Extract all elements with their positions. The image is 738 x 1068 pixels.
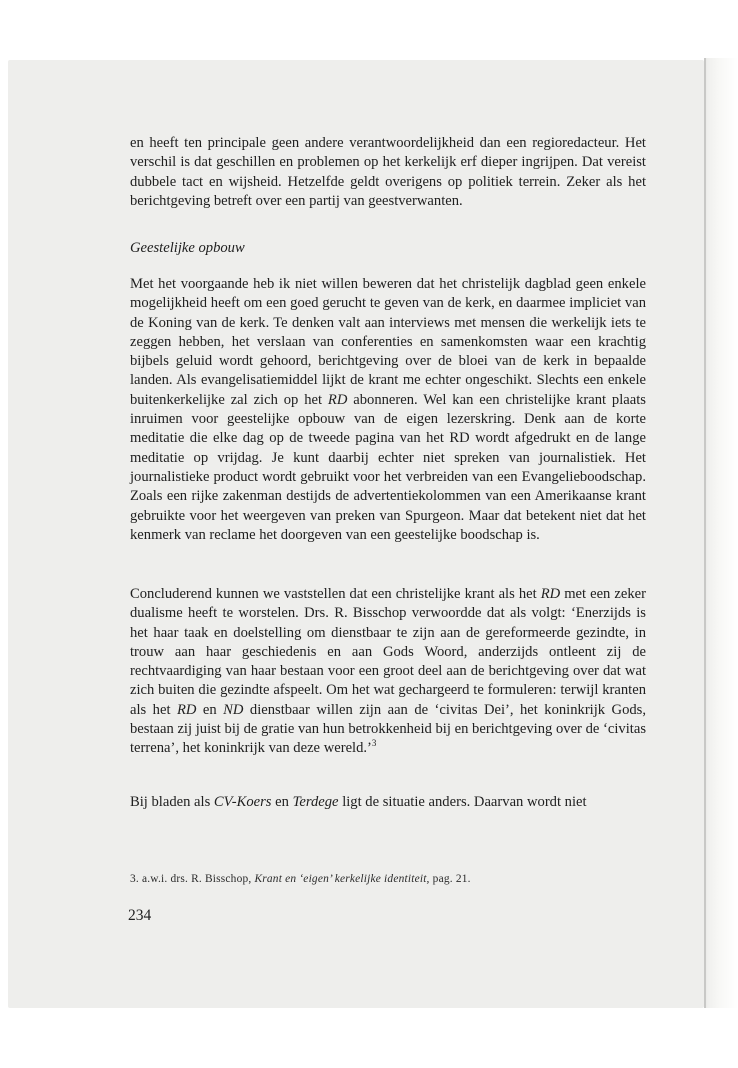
paragraph-4-part-2: en [275,794,289,810]
paragraph-4-text [130,793,646,812]
paragraph-3-part-2: met een zeker dualisme heeft te worstelen. Drs. R. Bisschop verwoordde dat als volgt: ‘Enerzijds is het haar taak en doelstelling om dienstbaar te zijn aan de gereformeerde gezindte, in trouw aan haar geschiedenis en aan Gods Woord, anderzijds ontleent zij de rechtvaardiging van haar bestaan voor een groot deel aan de berichtgeving over dat wat zich buiten die gezindte afspeelt. Om het wat gechargeerd te formuleren: terwijl kranten als het [130,586,646,718]
paragraph-3 [130,585,646,759]
footnote [130,873,471,885]
paragraph-4-part-1: Bij bladen als [130,794,211,810]
footnote-title: Krant en ‘eigen’ kerkelijke identiteit, [254,873,430,885]
page-edge [704,58,738,1008]
paragraph-2 [130,275,646,545]
paragraph-3-part-3: en [202,701,217,718]
page-number: 234 [128,907,152,924]
footnote-number: 3. a.w.i. drs. R. Bisschop, [130,873,252,885]
paragraph-2-part-1: Met het voorgaande heb ik niet willen beweren dat het christelijk dagblad geen enkele mogelijkheid heeft om een goed gerucht te geven van de kerk, en daarmee impliciet van de Koning van de kerk. Te denken valt aan interviews met mensen die werkelijk iets te zeggen hebben, het verslaan van conferenties en samenkomsten waar een krachtig bijbels geluid wordt gehoord, berichtgeving over de bloei van de kerk in bepaalde landen. Als evangelisatiemiddel lijkt de krant me echter ongeschikt. Slechts een enkele buitenkerkelijke zal zich op het [130,276,646,408]
paragraph-3-part-1: Concluderend kunnen we vaststellen dat een christelijke krant als het [130,586,537,602]
paragraph-1-text: en heeft ten principale geen andere verantwoordelijkheid dan een regioredacteur. Het verschil is dat geschillen en problemen op het kerkelijk erf dieper ingrijpen. Dat vereist dubbele tact en wijsheid. Hetzelfde geldt overigens op politiek terrein. Zeker als het berichtgeving betreft over een partij van geestverwanten. [130,135,646,209]
footnote-page: pag. 21. [432,873,471,885]
paragraph-3-text [130,585,646,759]
paragraph-4 [130,793,646,812]
paragraph-2-part-2: abonneren. Wel kan een christelijke krant plaats inruimen voor geestelijke opbouw van de eigen lezerskring. Denk aan de korte meditatie die elke dag op de tweede pagina van het RD wordt afgedrukt en de lange meditatie op vrijdag. Je kunt daarbij echter niet spreken van journalistiek. Het journalistieke product wordt gebruikt voor het verbreiden van een Evangelieboodschap. Zoals een rijke zakenman destijds de advertentiekolommen van een Amerikaanse krant gebruikte voor het weergeven van preken van Spurgeon. Maar dat betekent niet dat het kenmerk van reclame het doorgeven van een geestelijke boodschap is. [130,391,646,543]
footnote-reference: 3 [371,738,377,749]
paragraph-2-rd: RD [327,391,348,408]
paragraph-3-rd-1: RD [540,586,561,602]
paragraph-4-cv-koers: CV-Koers [213,794,272,810]
paragraph-1 [130,134,646,211]
paragraph-3-nd: ND [223,701,244,718]
paragraph-3-part-4: dienstbaar willen zijn aan de ‘civitas Dei’, het koninkrijk Gods, bestaan zij juist bij de gratie van hun betrokkenheid bij en berichtgeving over de ‘civitas terrena’, het koninkrijk van deze wereld.’ [130,701,647,757]
paragraph-4-terdege: Terdege [292,794,339,810]
paragraph-3-rd-2: RD [176,701,197,718]
section-heading: Geestelijke opbouw [130,240,245,256]
paragraph-4-part-3: ligt de situatie anders. Daarvan wordt niet [342,794,587,810]
paragraph-2-text [130,275,646,545]
